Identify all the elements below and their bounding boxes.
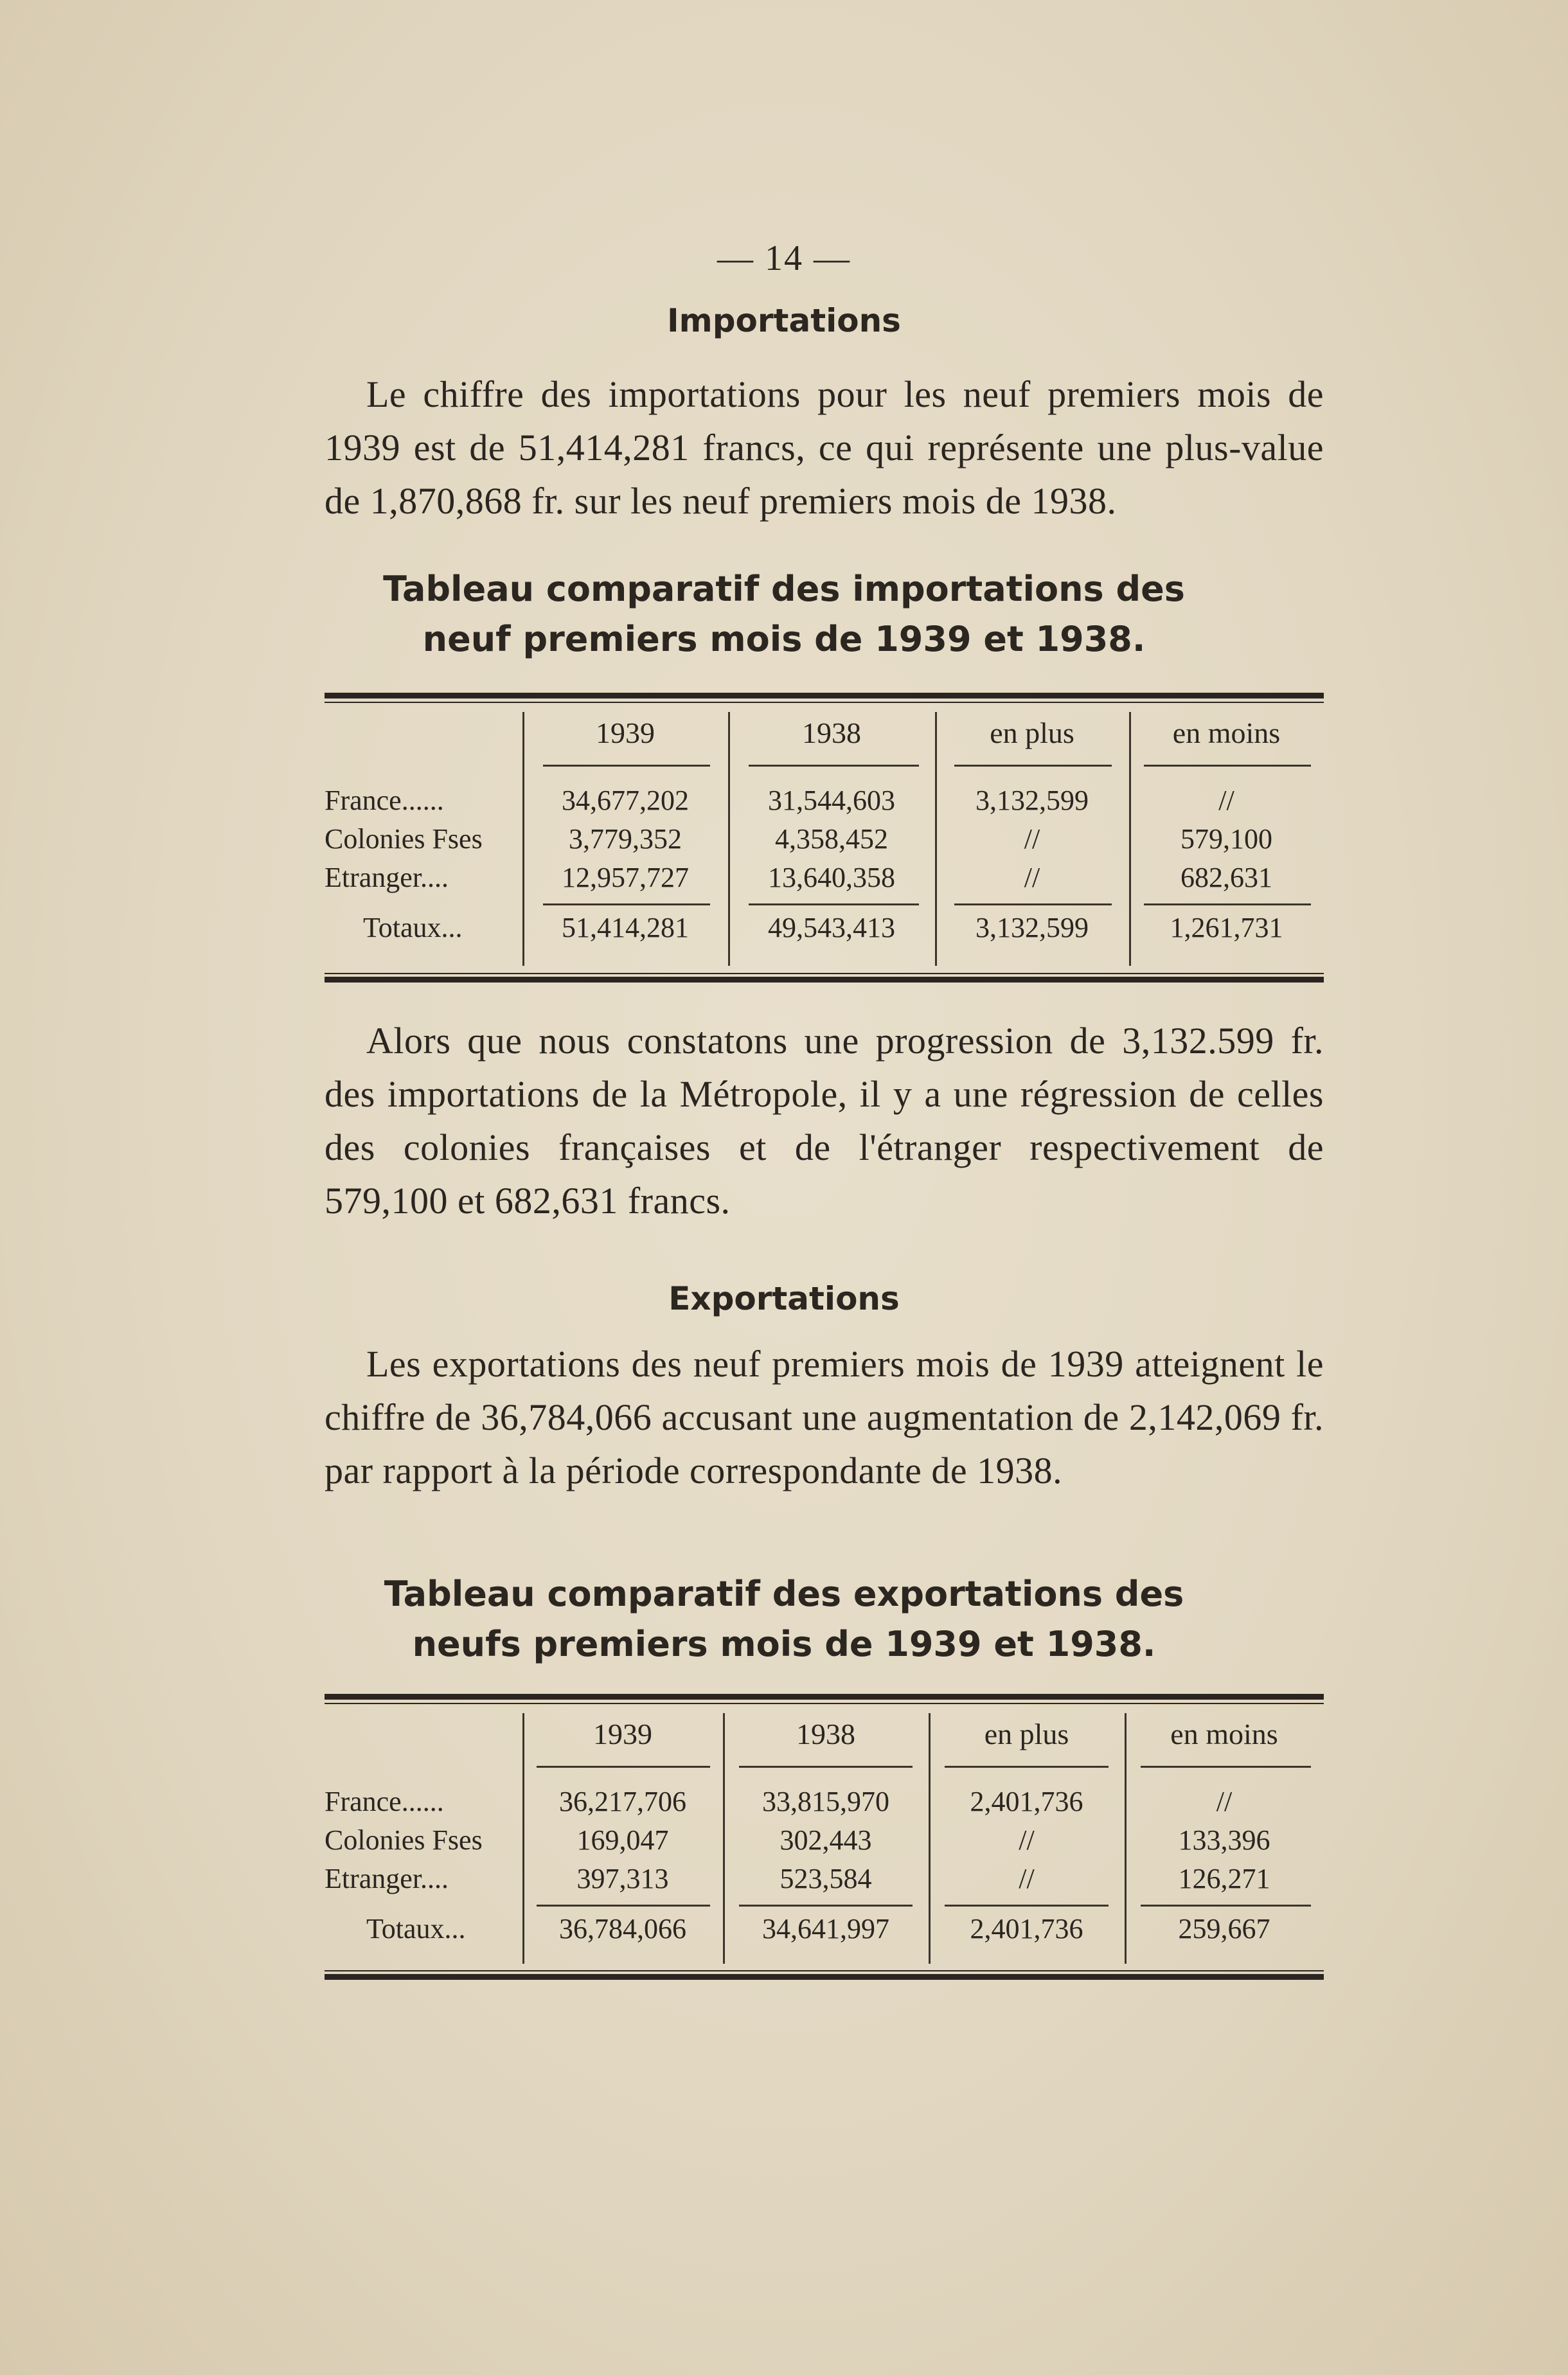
total-rule (739, 1905, 913, 1907)
total-1938: 34,641,997 (762, 1913, 889, 1944)
cell-en-plus: // (1024, 823, 1040, 855)
cell-1938: 13,640,358 (768, 862, 895, 893)
total-rule (945, 1905, 1109, 1907)
total-rule (749, 903, 919, 905)
total-rule (537, 1905, 710, 1907)
imports-table-title-line2: neuf premiers mois de 1939 et 1938. (422, 619, 1146, 659)
cell-en-moins: 682,631 (1180, 862, 1272, 893)
exports-heading: Exportations (668, 1280, 900, 1317)
cell-en-plus: 2,401,736 (970, 1786, 1083, 1817)
total-rule (1144, 903, 1311, 905)
cell-en-moins: 126,271 (1178, 1863, 1270, 1894)
row-label: France...... (325, 1786, 444, 1817)
cell-1939: 12,957,727 (562, 862, 689, 893)
exports-paragraph: Les exportations des neuf premiers mois de 1939 atteignent le chiffre de 36,784,066 accusant une augmentation de 2,142,069 fr. par rapport à la période correspondante de 1938. (325, 1343, 1324, 1491)
exports-table (325, 1694, 1324, 1989)
cell-1938: 31,544,603 (768, 785, 895, 816)
total-en-plus: 2,401,736 (970, 1913, 1083, 1944)
total-rule (1141, 1905, 1311, 1907)
cell-1939: 34,677,202 (562, 785, 689, 816)
total-1939: 51,414,281 (562, 912, 689, 943)
cell-en-moins: 579,100 (1180, 823, 1272, 855)
imports-table (325, 693, 1324, 988)
cell-1938: 523,584 (780, 1863, 872, 1894)
header-underline (1141, 1766, 1311, 1768)
cell-en-moins: // (1216, 1786, 1233, 1817)
column-header: en moins (1170, 1718, 1278, 1750)
table-bottom-rule-thin (325, 1970, 1324, 1971)
header-underline (1144, 765, 1311, 767)
table-bottom-rule (325, 1974, 1324, 1980)
total-rule (954, 903, 1112, 905)
table-top-rule-thin (325, 702, 1324, 703)
cell-1939: 397,313 (576, 1863, 669, 1894)
total-en-plus: 3,132,599 (976, 912, 1089, 943)
cell-1939: 169,047 (576, 1824, 669, 1856)
column-header: 1938 (802, 716, 861, 749)
row-label: Colonies Fses (325, 823, 483, 855)
cell-en-plus: 3,132,599 (976, 785, 1089, 816)
header-underline (945, 1766, 1109, 1768)
column-header: 1939 (596, 716, 655, 749)
header-underline (543, 765, 710, 767)
cell-en-plus: // (1024, 862, 1040, 893)
cell-1938: 33,815,970 (762, 1786, 889, 1817)
imports-table-title-line1: Tableau comparatif des importations des (383, 569, 1185, 609)
cell-en-plus: // (1019, 1824, 1035, 1856)
column-header: en moins (1172, 716, 1281, 749)
cell-en-moins: // (1218, 785, 1234, 816)
table-bottom-rule-thin (325, 973, 1324, 974)
exports-table-title-line1: Tableau comparatif des exportations des (384, 1574, 1184, 1614)
cell-en-moins: 133,396 (1178, 1824, 1270, 1856)
row-label: France...... (325, 785, 444, 816)
header-underline (954, 765, 1112, 767)
row-label: Etranger.... (325, 1863, 449, 1894)
total-en-moins: 1,261,731 (1170, 912, 1283, 943)
header-underline (537, 1766, 710, 1768)
imports-table-title (321, 564, 1247, 664)
total-label: Totaux... (366, 1913, 466, 1944)
total-en-moins: 259,667 (1178, 1913, 1270, 1944)
column-header: en plus (990, 716, 1074, 749)
page-number: — 14 — (717, 238, 851, 278)
table-top-rule (325, 693, 1324, 698)
imports-heading: Importations (667, 302, 901, 339)
column-header: 1938 (796, 1718, 855, 1750)
total-1938: 49,543,413 (768, 912, 895, 943)
cell-1939: 36,217,706 (559, 1786, 686, 1817)
exports-table-title (321, 1569, 1247, 1669)
cell-1939: 3,779,352 (569, 823, 682, 855)
cell-1938: 302,443 (780, 1824, 872, 1856)
header-underline (739, 1766, 913, 1768)
exports-table-title-line2: neufs premiers mois de 1939 et 1938. (412, 1624, 1156, 1664)
imports-after-paragraph: Alors que nous constatons une progression de 3,132.599 fr. des importations de la Métropole, il y a une régression de celles des colonies françaises et de l'étranger respectivement de 579,100 et 682,631 francs. (325, 1020, 1324, 1222)
column-header: en plus (984, 1718, 1069, 1750)
total-1939: 36,784,066 (559, 1913, 686, 1944)
header-underline (749, 765, 919, 767)
table-bottom-rule (325, 977, 1324, 983)
cell-1938: 4,358,452 (775, 823, 888, 855)
imports-paragraph: Le chiffre des importations pour les neuf premiers mois de 1939 est de 51,414,281 francs, ce qui représente une plus-value de 1,870,868 fr. sur les neuf premiers mois de 1938. (325, 373, 1324, 522)
cell-en-plus: // (1019, 1863, 1035, 1894)
total-label: Totaux... (363, 912, 463, 943)
column-header: 1939 (593, 1718, 652, 1750)
total-rule (543, 903, 710, 905)
row-label: Etranger.... (325, 862, 449, 893)
table-top-rule-thin (325, 1703, 1324, 1704)
table-top-rule (325, 1694, 1324, 1700)
row-label: Colonies Fses (325, 1824, 483, 1856)
